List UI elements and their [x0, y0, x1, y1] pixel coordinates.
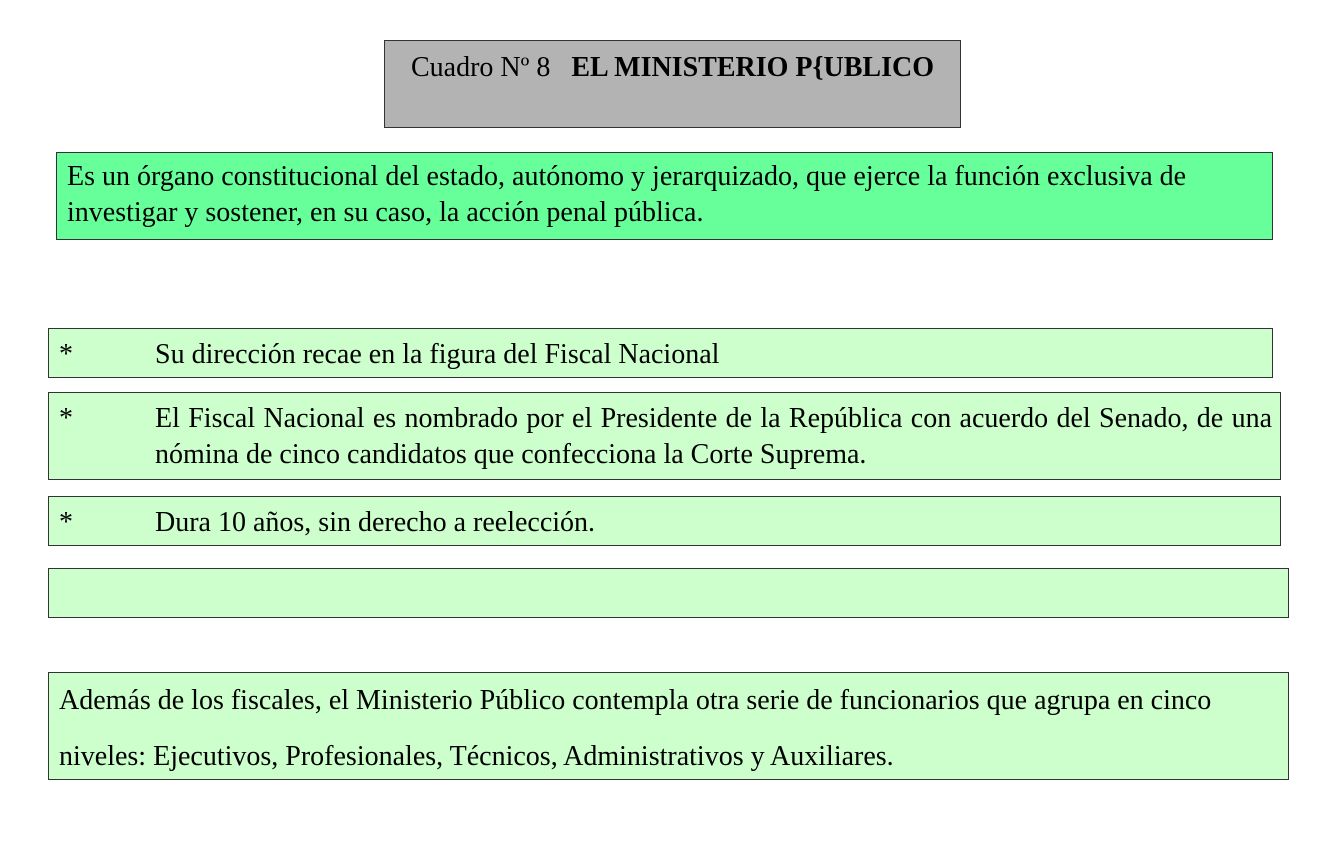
bullet-text: Su dirección recae en la figura del Fiscal Nacional [155, 339, 720, 370]
title-prefix: Cuadro Nº 8 [410, 52, 551, 83]
bullet-item [48, 392, 1281, 480]
bullet-item [48, 328, 1273, 378]
bullet-marker: * [59, 339, 73, 370]
empty-box [48, 568, 1289, 618]
title-main: EL MINISTERIO P{UBLICO [571, 52, 935, 83]
definition-box [56, 152, 1273, 240]
bullet-item [48, 496, 1281, 546]
bullet-marker: * [59, 507, 73, 538]
definition-text: Es un órgano constitucional del estado, autónomo y jerarquizado, que ejerce la función exclusiva de investigar y sostener, en su caso, la acción penal pública. [67, 161, 1187, 228]
bullet-marker: * [59, 403, 73, 434]
bullet-text: El Fiscal Nacional es nombrado por el Presidente de la República con acuerdo del Senado, de una nómina de cinco candidatos que confecciona la Corte Suprema. [155, 403, 1272, 470]
bullet-text: Dura 10 años, sin derecho a reelección. [155, 507, 596, 538]
staff-note-text: Además de los fiscales, el Ministerio Público contempla otra serie de funcionarios que agrupa en cinco niveles: Ejecutivos, Profesionales, Técnicos, Administrativos y Auxiliares. [59, 685, 1212, 772]
staff-note-box [48, 672, 1289, 780]
title-box [384, 40, 961, 128]
